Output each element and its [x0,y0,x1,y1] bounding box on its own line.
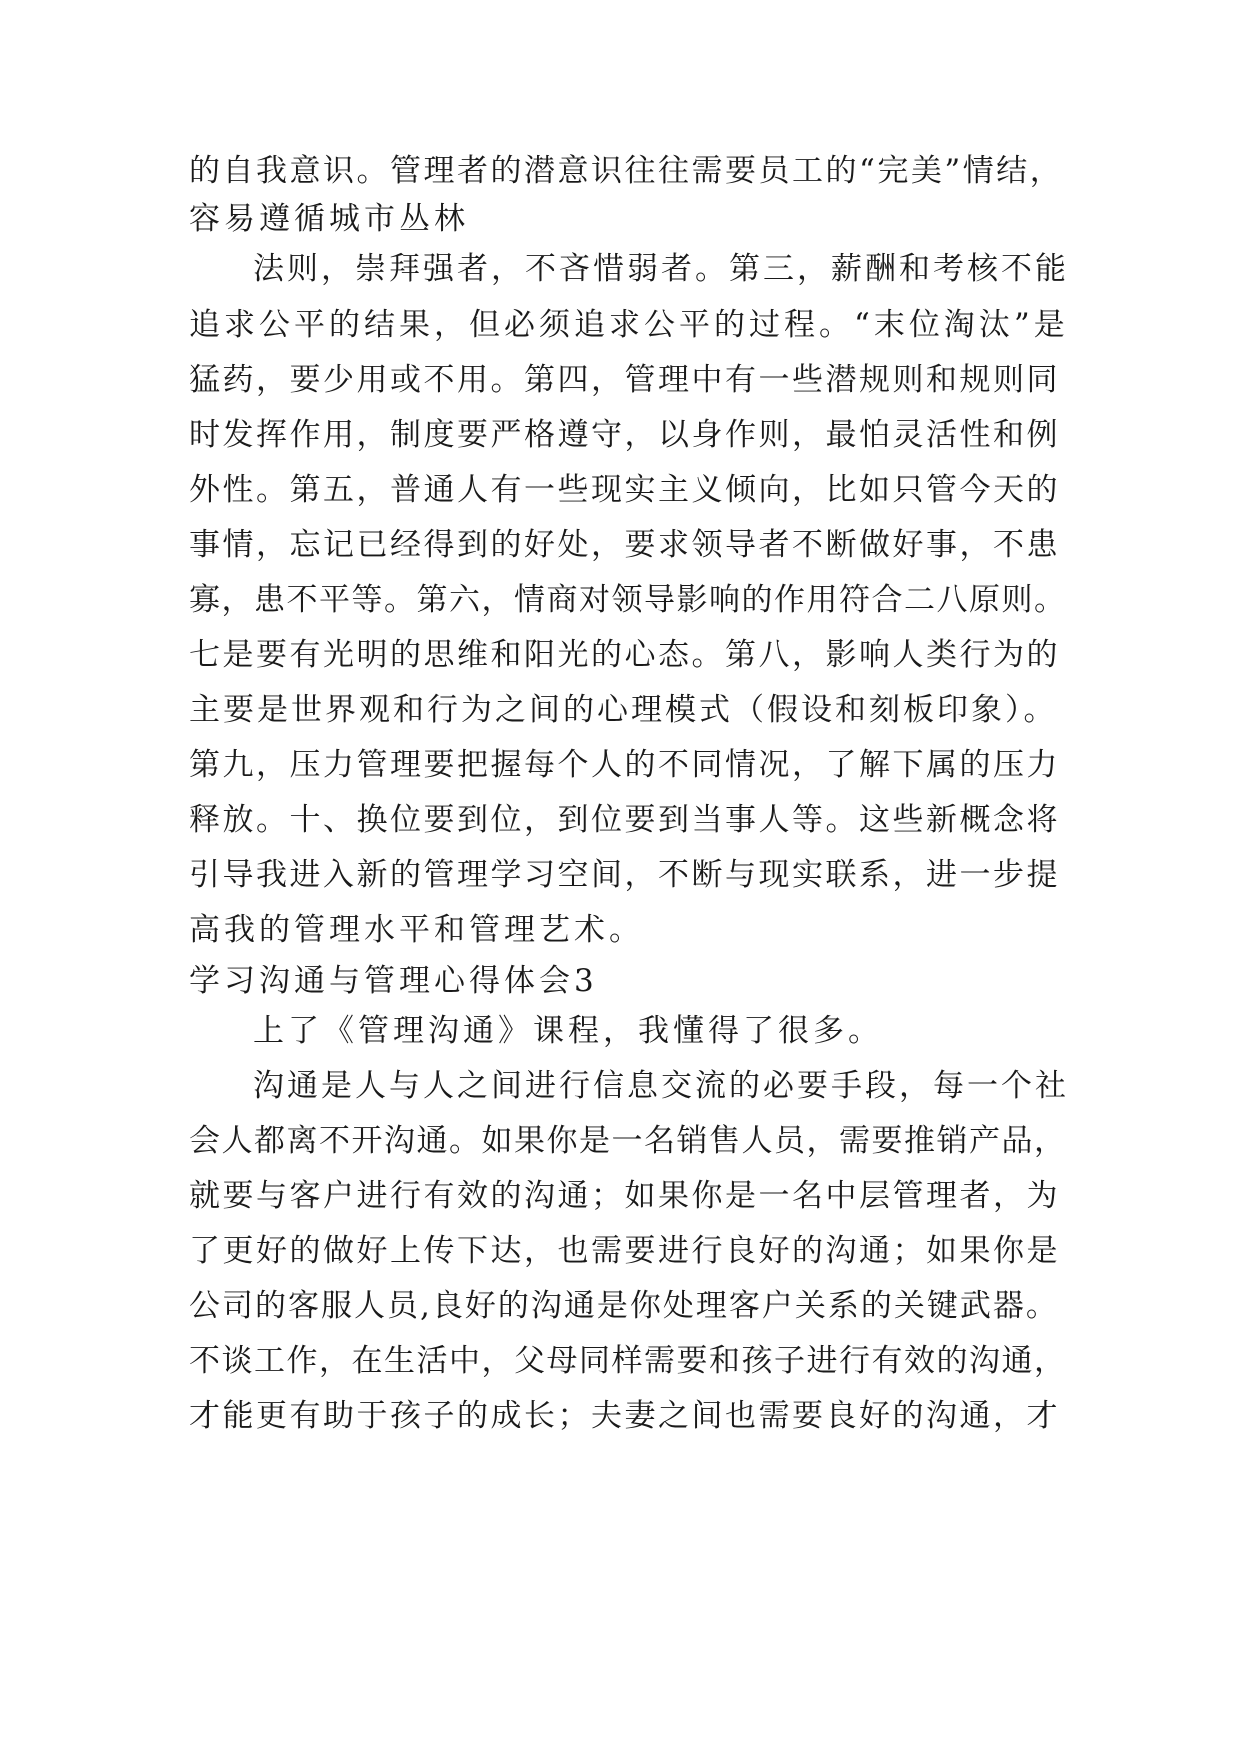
text-line: 七是要有光明的思维和阳光的心态。第八，影响人类行为的 [189,637,1060,673]
text-line: 会人都离不开沟通。如果你是一名销售人员，需要推销产品， [189,1123,1067,1159]
text-line: 上了《管理沟通》课程，我懂得了很多。 [253,1013,883,1049]
text-line: 追求公平的结果，但必须追求公平的过程。“末位淘汰”是 [189,307,1069,343]
text-line: 事情，忘记已经得到的好处，要求领导者不断做好事，不患 [189,527,1060,563]
text-line: 猛药，要少用或不用。第四，管理中有一些潜规则和规则同 [189,362,1060,398]
text-line: 释放。十、换位要到位，到位要到当事人等。这些新概念将 [189,802,1060,838]
text-line: 公司的客服人员,良好的沟通是你处理客户关系的关键武器。 [189,1288,1059,1324]
text-line: 就要与客户进行有效的沟通；如果你是一名中层管理者，为 [189,1178,1060,1214]
text-line: 引导我进入新的管理学习空间，不断与现实联系，进一步提 [189,857,1060,893]
text-line: 了更好的做好上传下达，也需要进行良好的沟通；如果你是 [189,1233,1060,1269]
text-line: 外性。第五，普通人有一些现实主义倾向，比如只管今天的 [189,472,1060,508]
text-line: 不谈工作，在生活中，父母同样需要和孩子进行有效的沟通， [189,1343,1067,1379]
section-heading: 学习沟通与管理心得体会3 [189,963,598,999]
text-line: 主要是世界观和行为之间的心理模式（假设和刻板印象）。 [189,692,1058,728]
text-line: 才能更有助于孩子的成长；夫妻之间也需要良好的沟通，才 [189,1398,1060,1434]
text-line: 的自我意识。管理者的潜意识往往需要员工的“完美”情结， [189,153,1064,189]
text-line: 高我的管理水平和管理艺术。 [189,912,644,948]
text-line: 时发挥作用，制度要严格遵守，以身作则，最怕灵活性和例 [189,417,1060,453]
text-line: 寡，患不平等。第六，情商对领导影响的作用符合二八原则。 [189,582,1067,618]
text-line: 沟通是人与人之间进行信息交流的必要手段，每一个社 [253,1068,1069,1104]
text-line: 法则，崇拜强者，不吝惜弱者。第三，薪酬和考核不能 [253,251,1069,287]
text-line: 第九，压力管理要把握每个人的不同情况，了解下属的压力 [189,747,1060,783]
text-line: 容易遵循城市丛林 [189,201,469,237]
